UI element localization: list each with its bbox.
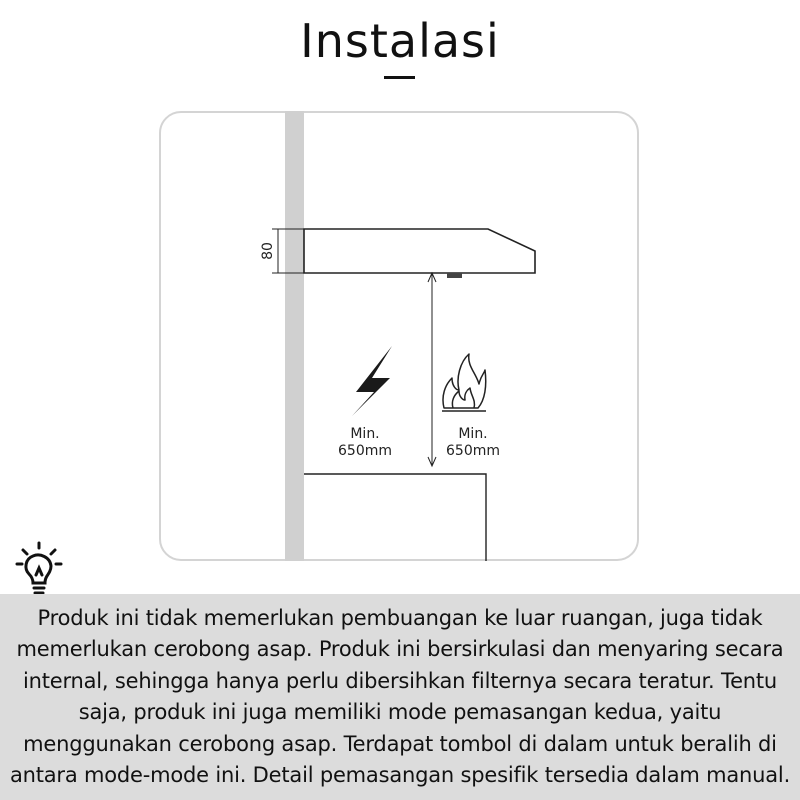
right-clearance-value-label: 650mm	[446, 443, 500, 459]
cooktop	[304, 474, 486, 561]
lightning-icon	[352, 346, 392, 416]
right-clearance-min-label: Min.	[458, 426, 488, 442]
description-text: Produk ini tidak memerlukan pembuangan ke luar ruangan, juga tidak memerlukan cerobong asap. Produk ini bersirkulasi dan menyaring secara internal, sehingga hanya perlu dibersihkan filternya secara teratur. Tentu saja, produk ini juga memiliki mode pemasangan kedua, yaitu menggunakan cerobong asap. Terdapat tombol di dalam untuk beralih di antara mode-mode ini. Detail pemasangan spesifik tersedia dalam manual.	[9, 605, 791, 787]
clearance-arrow	[428, 273, 436, 466]
description-box	[0, 594, 800, 800]
wall	[285, 111, 304, 561]
fire-icon	[442, 354, 486, 411]
lightbulb-icon	[14, 540, 64, 600]
left-clearance-value-label: 650mm	[338, 443, 392, 459]
hood-light	[447, 273, 462, 278]
range-hood	[304, 229, 535, 273]
page-title: Instalasi	[300, 14, 500, 68]
left-clearance-min-label: Min.	[350, 426, 380, 442]
height-dimension-label: 80	[260, 242, 276, 260]
